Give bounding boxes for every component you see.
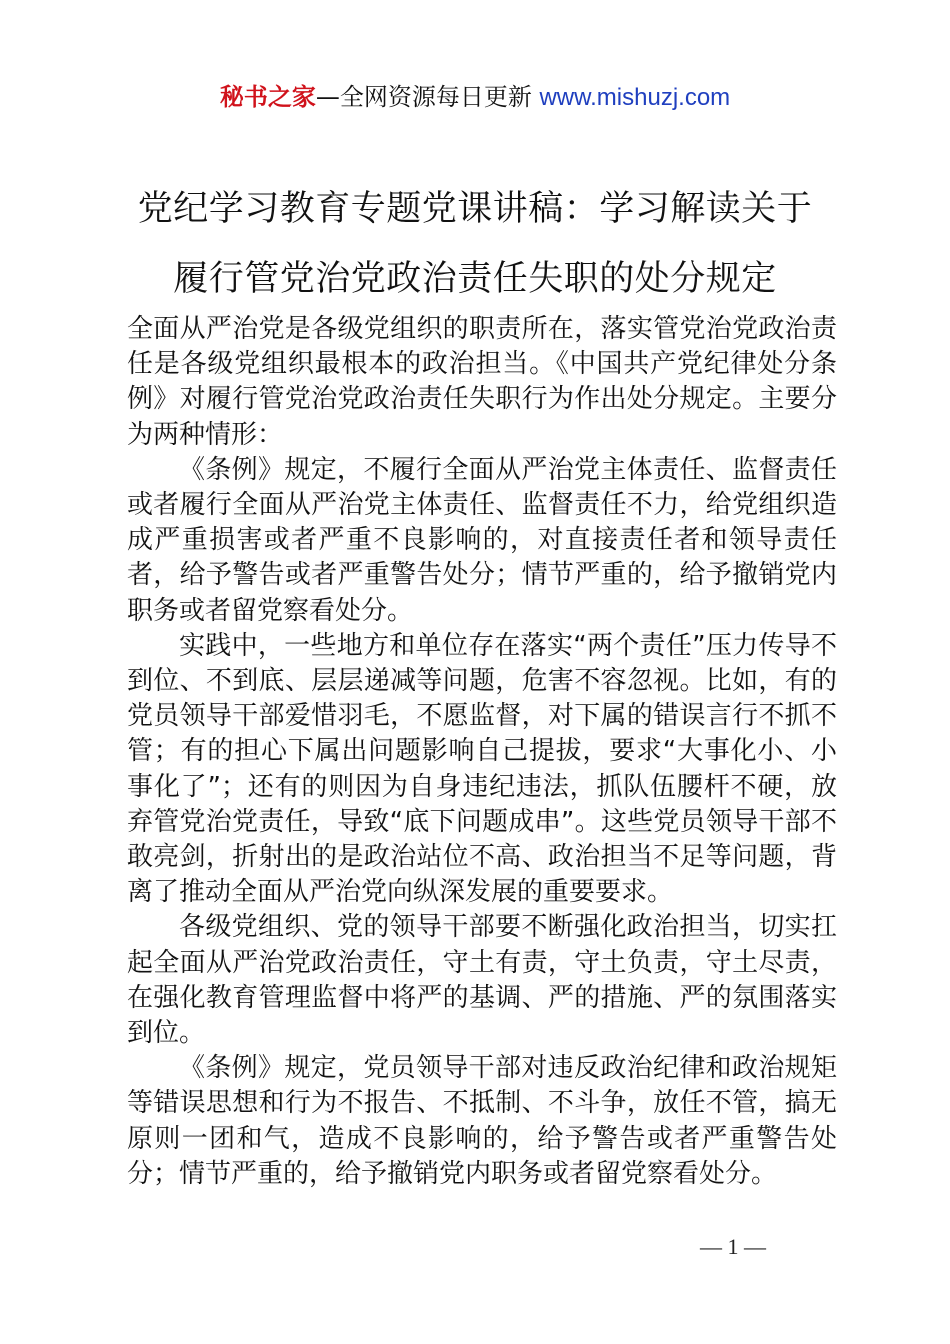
paragraph-regulation-2: 《条例》规定，党员领导干部对违反政治纪律和政治规矩等错误思想和行为不报告、不抵制、不斗争，放任不管，搞无原则一团和气，造成不良影响的，给予警告或者严重警告处分；情节严重的，给予撤销党内职务或者留党察看处分。 bbox=[127, 1053, 837, 1189]
paragraph-requirement: 各级党组织、党的领导干部要不断强化政治担当，切实扛起全面从严治党政治责任，守土有责，守土负责，守土尽责，在强化教育管理监督中将严的基调、严的措施、严的氛围落实到位。 bbox=[127, 912, 837, 1049]
site-tagline: —全网资源每日更新 bbox=[315, 83, 540, 111]
paragraph-regulation-1: 《条例》规定，不履行全面从严治党主体责任、监督责任或者履行全面从严治党主体责任、监督责任不力，给党组织造成严重损害或者严重不良影响的，对直接责任者和领导责任者，给予警告或者严重警告处分；情节严重的，给予撤销党内职务或者留党察看处分。 bbox=[127, 454, 837, 626]
document-title-line-1: 党纪学习教育专题党课讲稿：学习解读关于 bbox=[137, 189, 813, 229]
page-number: — 1 — bbox=[700, 1234, 766, 1259]
document-body bbox=[127, 312, 837, 1192]
document-title-line-2: 履行管党治党政治责任失职的处分规定 bbox=[173, 259, 777, 299]
paragraph-practice: 实践中，一些地方和单位存在落实“两个责任”压力传导不到位、不到底、层层递减等问题，危害不容忽视。比如，有的党员领导干部爱惜羽毛，不愿监督，对下属的错误言行不抓不管；有的担心下属出问题影响自己提拔，要求“大事化小、小事化了”；还有的则因为自身违纪违法，抓队伍腰杆不硬，放弃管党治党责任，导致“底下问题成串”。这些党员领导干部不敢亮剑，折射出的是政治站位不高、政治担当不足等问题，背离了推动全面从严治党向纵深发展的重要要求。 bbox=[127, 630, 837, 908]
site-banner bbox=[0, 80, 950, 115]
site-brand-name: 秘书之家 bbox=[219, 83, 316, 111]
paragraph-intro: 全面从严治党是各级党组织的职责所在，落实管党治党政治责任是各级党组织最根本的政治担当。《中国共产党纪律处分条例》对履行管党治党政治责任失职行为作出处分规定。主要分为两种情形： bbox=[127, 314, 837, 450]
site-url-link[interactable]: www.mishuzj.com bbox=[539, 84, 731, 111]
